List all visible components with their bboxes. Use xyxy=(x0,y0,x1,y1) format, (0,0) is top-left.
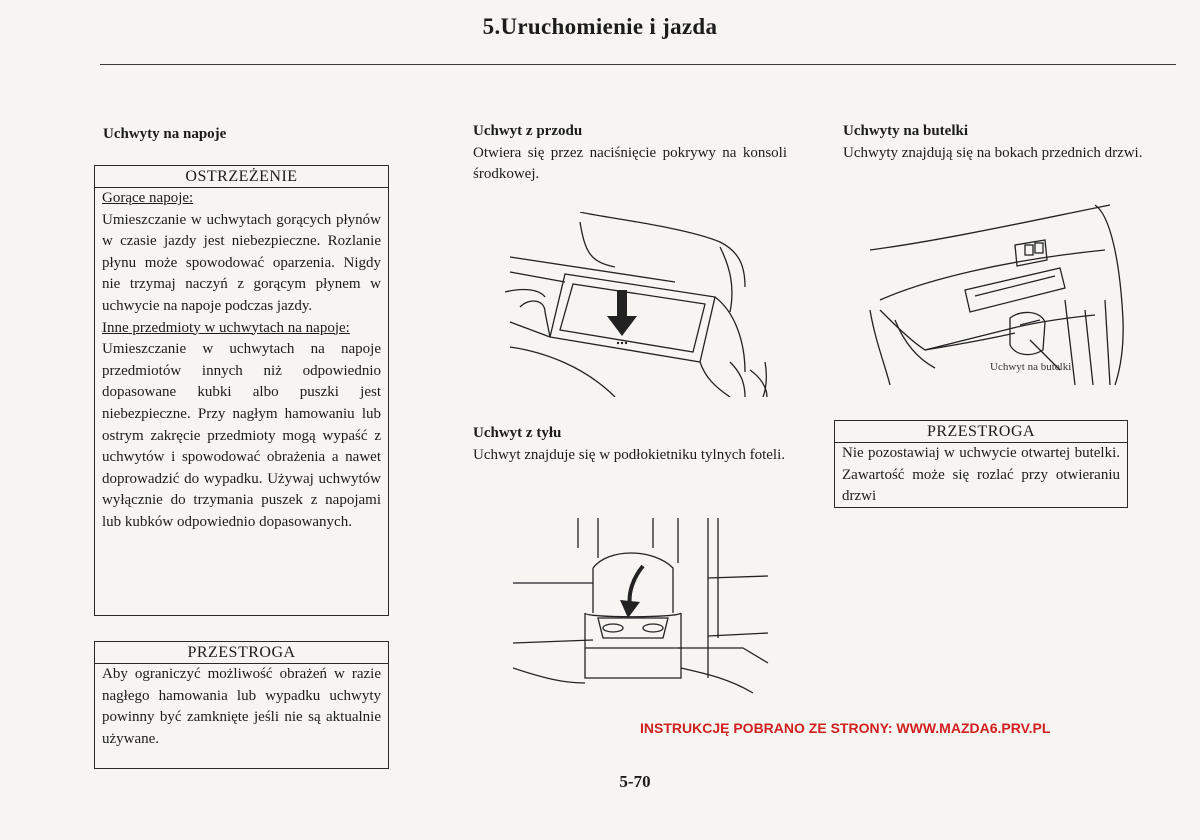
warning-text-hot-drinks: Umieszczanie w uchwytach gorących płynów w czasie jazdy jest niebezpieczne. Rozlanie płynu może spowodować oparzenia. Nigdy nie trzymaj naczyń z gorącym płynem w uchwycie na napoje podczas jazdy. xyxy=(102,211,381,314)
front-console-illustration xyxy=(505,212,775,397)
front-holder-description: Otwiera się przez naciśnięcie pokrywy na konsoli środkowej. xyxy=(473,145,787,182)
warning-text-other-items: Umieszczanie w uchwytach na napoje przedmiotów innych niż odpowiednio dopasowane kubki albo puszki jest niebezpieczne. Przy nagłym hamowaniu lub ostrym zakręcie przedmioty mogą wypaść z uchwytów i spowodować obrażenia a nawet doprowadzić do wypadku. Używaj uchwytów wyłącznie do trzymania puszek z napojami lub kubków odpowiednio dopasowanych. xyxy=(102,341,381,530)
warning-body xyxy=(95,188,388,534)
rear-armrest-illustration xyxy=(513,518,773,698)
caution-title-right: PRZESTROGA xyxy=(835,421,1127,443)
page-number: 5-70 xyxy=(619,772,651,791)
section-heading-rear-holder: Uchwyt z tyłu xyxy=(473,425,562,441)
warning-subheading-hot-drinks: Gorące napoje: xyxy=(102,190,194,206)
section-heading-cup-holders: Uchwyty na napoje xyxy=(103,126,227,142)
page-title: 5.Uruchomienie i jazda xyxy=(482,14,718,39)
warning-subheading-other-items: Inne przedmioty w uchwytach na napoje: xyxy=(102,319,350,336)
caution-box-left xyxy=(94,641,389,769)
rear-holder-description: Uchwyt znajduje się w podłokietniku tylnych foteli. xyxy=(473,447,786,463)
header-divider xyxy=(100,64,1176,65)
section-heading-bottle-holders: Uchwyty na butelki xyxy=(843,123,969,139)
door-panel-illustration xyxy=(865,200,1135,385)
bottle-holders-description: Uchwyty znajdują się na bokach przednich drzwi. xyxy=(843,145,1143,161)
caution-text-left: Aby ograniczyć możliwość obrażeń w razie nagłego hamowania lub wypadku uchwyty powinny być zamknięte jeśli nie są aktualnie używane. xyxy=(102,666,381,747)
section-heading-front-holder: Uchwyt z przodu xyxy=(473,123,583,139)
caution-box-right xyxy=(834,420,1128,508)
download-source-watermark: INSTRUKCJĘ POBRANO ZE STRONY: WWW.MAZDA6.PRV.PL xyxy=(640,720,1051,736)
caution-text-right: Nie pozostawiaj w uchwycie otwartej butelki. Zawartość może się rozlać przy otwieraniu drzwi xyxy=(842,445,1120,505)
bottle-holder-figure-label: Uchwyt na butelki xyxy=(990,361,1072,373)
warning-title: OSTRZEŻENIE xyxy=(95,166,388,188)
warning-box xyxy=(94,165,389,616)
caution-title-left: PRZESTROGA xyxy=(95,642,388,664)
